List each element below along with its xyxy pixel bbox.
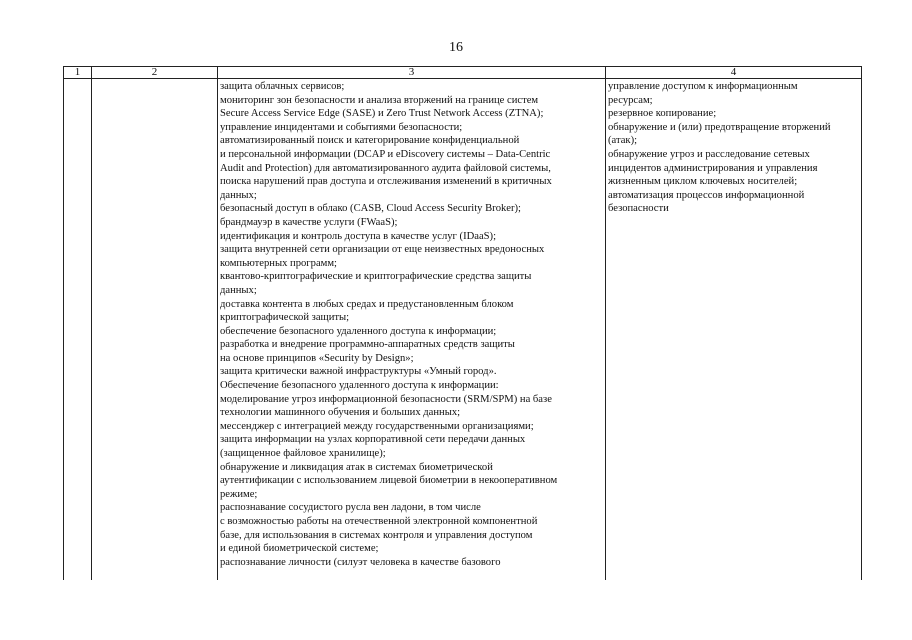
cell-col-1 — [64, 79, 92, 581]
text-line: безопасный доступ в облако (CASB, Cloud Access Security Broker); — [220, 203, 522, 215]
text-line: защита информации на узлах корпоративной сети передачи данных — [220, 434, 526, 446]
text-line: распознавание личности (силуэт человека в качестве базового — [220, 556, 501, 568]
text-line: компьютерных программ; — [220, 257, 338, 269]
text-line: автоматизация процессов информационной — [608, 189, 805, 201]
column3-text — [220, 80, 603, 569]
text-line: управление инцидентами и событиями безопасности; — [220, 121, 463, 133]
text-line: поиска нарушений прав доступа и отслеживания изменений в критичных — [220, 176, 552, 188]
text-line: на основе принципов «Security by Design»; — [220, 352, 414, 364]
text-line: моделирование угроз информационной безопасности (SRM/SPM) на базе — [220, 393, 552, 405]
text-line: автоматизированный поиск и категорирование конфиденциальной — [220, 135, 520, 147]
text-line: квантово-криптографические и криптографические средства защиты — [220, 271, 532, 283]
text-line: с возможностью работы на отечественной электронной компонентной — [220, 516, 538, 527]
text-line: (защищенное файловое хранилище); — [220, 448, 386, 460]
text-line: и единой биометрической системе; — [220, 543, 379, 555]
text-line: управление доступом к информационным — [608, 81, 798, 92]
text-line: аутентификации с использованием лицевой биометрии в некооперативном — [220, 475, 558, 487]
cell-col-4 — [606, 79, 862, 581]
text-line: базе, для использования в системах контроля и управления доступом — [220, 529, 533, 541]
text-line: брандмауэр в качестве услуги (FWaaS); — [220, 216, 398, 228]
text-line: ресурсам; — [608, 94, 653, 106]
text-line: резервное копирование; — [608, 108, 717, 120]
text-line: защита облачных сервисов; — [220, 81, 345, 92]
page-number: 16 — [449, 40, 463, 55]
table-row — [64, 79, 862, 581]
text-line: защита критически важной инфраструктуры «Умный город». — [220, 366, 497, 378]
document-table — [63, 66, 862, 580]
text-line: (атак); — [608, 135, 638, 147]
text-line: безопасности — [608, 203, 669, 215]
text-line: обнаружение и (или) предотвращение вторжений — [608, 121, 831, 133]
text-line: данных; — [220, 189, 257, 201]
text-line: обеспечение безопасного удаленного доступа к информации; — [220, 325, 497, 337]
text-line: мессенджер с интеграцией между государственными организациями; — [220, 420, 534, 432]
cell-col-3 — [218, 79, 606, 581]
text-line: и персональной информации (DCAP и eDiscovery системы – Data-Centric — [220, 148, 551, 160]
text-line: мониторинг зон безопасности и анализа вторжений на границе систем — [220, 94, 539, 106]
text-line: Обеспечение безопасного удаленного доступа к информации: — [220, 380, 499, 392]
text-line: защита внутренней сети организации от еще неизвестных вредоносных — [220, 244, 545, 256]
text-line: жизненным циклом ключевых носителей; — [608, 176, 798, 188]
column-header-1: 1 — [64, 67, 92, 79]
text-line: инцидентов администрирования и управления — [608, 162, 818, 174]
column-header-4: 4 — [606, 67, 862, 79]
text-line: распознавание сосудистого русла вен ладони, в том числе — [220, 502, 481, 514]
text-line: разработка и внедрение программно-аппаратных средств защиты — [220, 339, 515, 351]
table-header-row — [64, 67, 862, 79]
text-line: доставка контента в любых средах и предустановленным блоком — [220, 298, 514, 310]
text-line: криптографической защиты; — [220, 312, 350, 324]
text-line: обнаружение угроз и расследование сетевых — [608, 148, 810, 160]
text-line: данных; — [220, 284, 257, 296]
text-line: технологии машинного обучения и больших данных; — [220, 407, 461, 419]
column4-text — [608, 80, 859, 216]
cell-col-2 — [92, 79, 218, 581]
text-line: Secure Access Service Edge (SASE) и Zero Trust Network Access (ZTNA); — [220, 108, 544, 120]
text-line: режиме; — [220, 488, 258, 500]
text-line: Audit and Protection) для автоматизированного аудита файловой системы, — [220, 162, 551, 174]
column-header-2: 2 — [92, 67, 218, 79]
column-header-3: 3 — [218, 67, 606, 79]
text-line: идентификация и контроль доступа в качестве услуг (IDaaS); — [220, 230, 497, 242]
text-line: обнаружение и ликвидация атак в системах биометрической — [220, 461, 493, 473]
